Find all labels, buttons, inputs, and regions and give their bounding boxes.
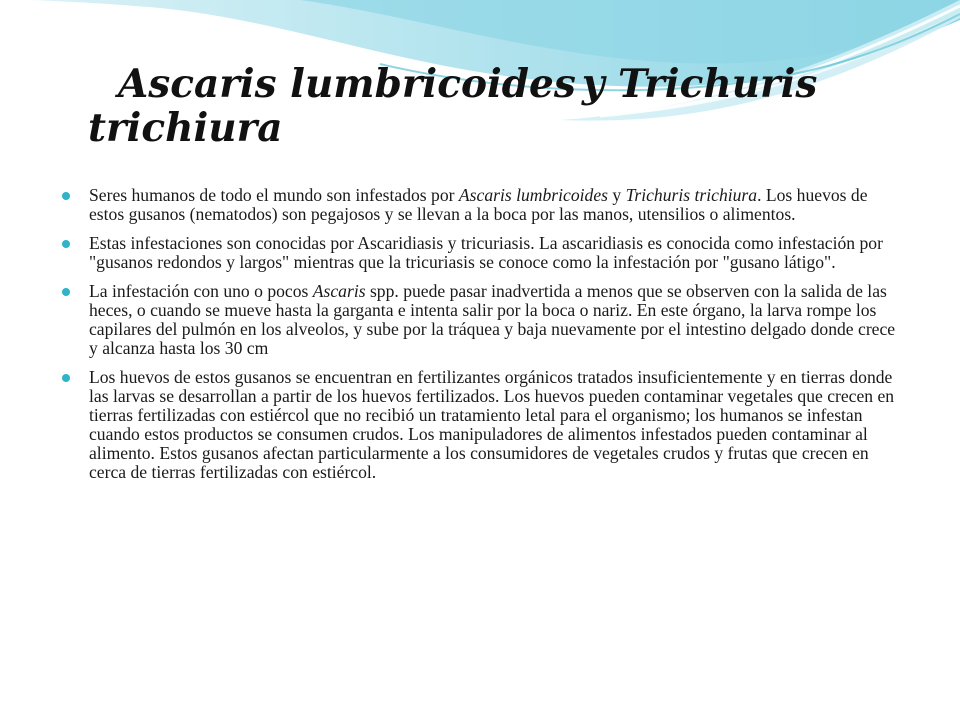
bullet-list	[60, 186, 900, 492]
bullet-text: spp. puede pasar inadvertida a menos que se observen con la salida de las heces, o cuando se mueve hasta la garganta e intenta salir por la boca o nariz. En este órgano, la larva rompe los capilares del pulmón en los alveolos, y sube por la tráquea y baja nuevamente por el intestino delgado donde crece y alcanza hasta los 30 cm	[89, 281, 896, 358]
bullet-text: Estas infestaciones son conocidas por Ascaridiasis y tricuriasis. La ascaridiasis es conocida como infestación por "gusanos redondos y largos" mientras que la tricuriasis se conoce como la infestación por "gusano látigo".	[89, 233, 883, 272]
bullet-item	[60, 282, 900, 358]
bullet-item	[60, 186, 900, 224]
title-part-1: Ascaris lumbricoides	[118, 61, 576, 107]
bullet-item	[60, 234, 900, 272]
bullet-text: y	[607, 185, 626, 205]
title-part-2: y Trichuris	[581, 61, 818, 107]
bullet-item	[60, 368, 900, 482]
bullet-text: La infestación con uno o pocos	[89, 281, 313, 301]
species-name: Trichuris trichiura	[625, 185, 758, 205]
bullet-text: Seres humanos de todo el mundo son infestados por	[89, 185, 459, 205]
species-name: Ascaris	[312, 281, 366, 301]
slide-title	[88, 62, 928, 150]
species-name: Ascaris lumbricoides	[458, 185, 608, 205]
title-part-3: trichiura	[88, 105, 283, 151]
bullet-text: . Los huevos de estos gusanos (nematodos) son pegajosos y se llevan a la boca por las manos, utensilios o alimentos.	[89, 185, 868, 224]
bullet-text: Los huevos de estos gusanos se encuentran en fertilizantes orgánicos tratados insuficientemente y en tierras donde las larvas se desarrollan a partir de los huevos fertilizados. Los huevos pueden contaminar vegetales que crecen en tierras fertilizadas con estiércol que no recibió un tratamiento letal para el organismo; los humanos se infestan cuando estos productos se consumen crudos. Los manipuladores de alimentos infestados pueden contaminar al alimento. Estos gusanos afectan particularmente a los consumidores de vegetales crudos y frutas que crecen en cerca de tierras fertilizadas con estiércol.	[89, 367, 895, 482]
